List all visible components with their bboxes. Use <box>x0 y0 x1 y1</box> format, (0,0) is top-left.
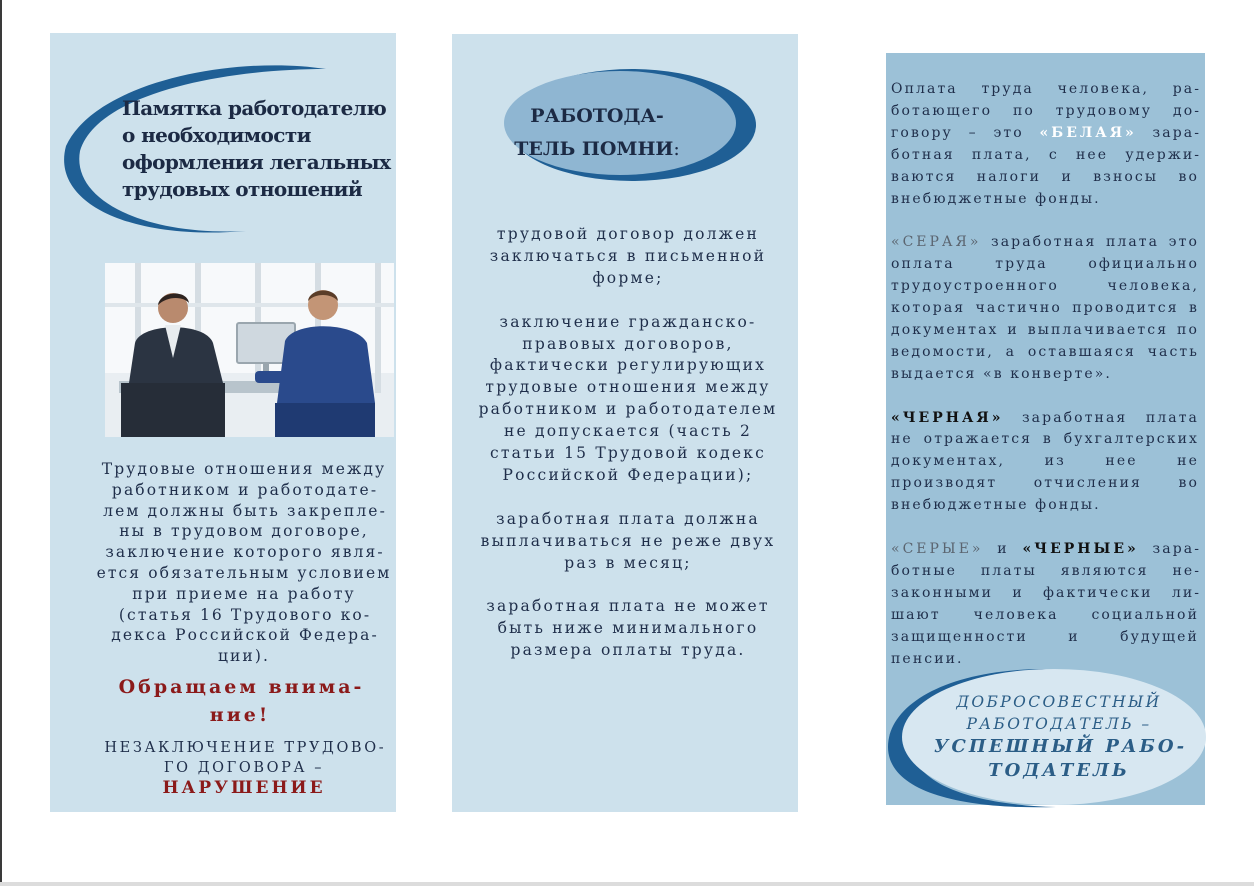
remember-heading-line2: ТЕЛЬ ПОМНИ <box>514 138 674 160</box>
panel-right <box>886 53 1205 805</box>
white-salary-intro: Оплата труда человека, работающего по трудовому договору – это <box>891 81 1199 141</box>
warning-emphasis: НАРУШЕНИЕ <box>162 778 326 798</box>
black-salary-desc: заработная плата не отражается в бухгалтерских документах, из нее не производят отчисления во внебюджетные фонды. <box>891 409 1199 514</box>
warning-text: НЕЗАКЛЮЧЕНИЕ ТРУДОВОГО ДОГОВОРА – <box>104 740 384 776</box>
rule-item: заработная плата должна выплачиваться не реже двух раз в месяц; <box>480 509 776 572</box>
illegal-salary-desc: заработные платы являются незаконными и фактически лишают человека социальной защищенности и будущей пенсии. <box>891 540 1199 667</box>
grey-salary-desc: заработная плата это оплата труда официально трудоустроенного человека, которая частично проводится в документах и выплачивается по ведомости, а оставшаяся часть выдается «в конверте». <box>891 234 1199 382</box>
brochure-title: Памятка работодателю о необходимости оформления легальных трудовых отношений <box>122 96 391 201</box>
meeting-photo <box>105 263 394 437</box>
rules-list <box>478 224 778 684</box>
white-salary-term: «БЕЛАЯ» <box>1039 124 1137 141</box>
grey-salary-paragraph <box>891 232 1199 385</box>
salary-types-text <box>891 79 1199 692</box>
white-salary-desc: заработная плата, с нее удерживаются налоги и взносы во внебюджетные фонды. <box>891 124 1199 207</box>
page-bottom-edge <box>0 882 1254 886</box>
attention-heading: Обращаем внимание! <box>118 676 362 726</box>
slogan-line2: УСПЕШНЫЙ РАБОТОДАТЕЛЬ <box>933 736 1185 781</box>
slogan-line1: ДОБРОСОВЕСТНЫЙ РАБОТОДАТЕЛЬ – <box>956 693 1162 733</box>
slogan <box>924 691 1194 783</box>
remember-heading-colon: : <box>673 138 680 160</box>
rule-item: заключение гражданско-правовых договоров, фактически регулирующих трудовые отношения между работником и работодателем не допускается (часть 2 статьи 15 Трудовой кодекс Российской Федерации); <box>478 312 778 484</box>
remember-heading-line1: РАБОТОДА- <box>530 105 664 127</box>
panel-left <box>50 33 396 812</box>
illegal-salary-paragraph <box>891 539 1199 670</box>
and-word: и <box>983 540 1023 557</box>
white-salary-paragraph <box>891 79 1199 210</box>
page-left-edge <box>0 0 2 886</box>
black-salary-paragraph <box>891 408 1199 518</box>
grey-salary-term: «СЕРАЯ» <box>891 234 982 251</box>
panel-middle <box>452 34 798 812</box>
blacks-term: «ЧЕРНЫЕ» <box>1022 540 1139 557</box>
black-salary-term: «ЧЕРНАЯ» <box>891 409 1004 426</box>
rule-item: заработная плата не может быть ниже минимального размера оплаты труда. <box>486 597 770 660</box>
remember-heading <box>492 100 702 166</box>
intro-paragraph: Трудовые отношения между работником и работодателем должны быть закреплены в трудовом договоре, заключение которого является обязательным условием при приеме на работу (статья 16 Трудового кодекса Российской Федерации). <box>96 460 392 666</box>
rule-item: трудовой договор должен заключаться в письменной форме; <box>489 225 767 287</box>
greys-term: «СЕРЫЕ» <box>891 540 984 557</box>
warning-block <box>94 738 394 799</box>
